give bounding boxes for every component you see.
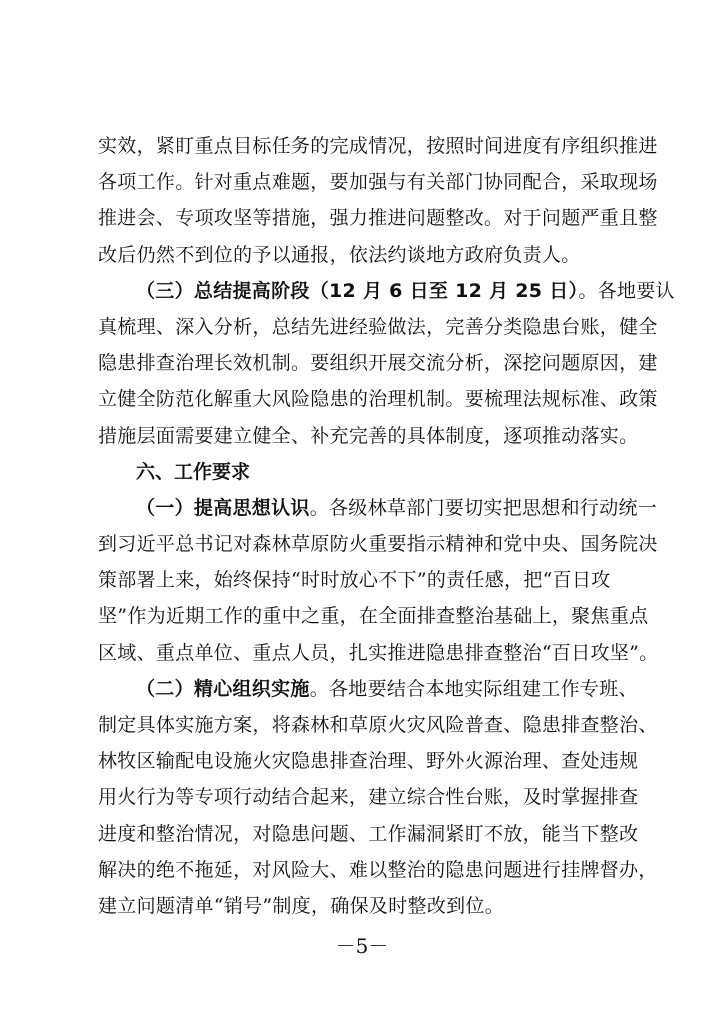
text-line: 建立问题清单“销号”制度，确保及时整改到位。 bbox=[98, 894, 505, 917]
text-line: 用火行为等专项行动结合起来，建立综合性台账，及时掌握排查 bbox=[98, 786, 639, 809]
text-line: 措施层面需要建立健全、补充完善的具体制度，逐项推动落实。 bbox=[98, 424, 639, 447]
page-number: －5－ bbox=[335, 934, 389, 958]
text-line: 改后仍然不到位的予以通报，依法约谈地方政府负责人。 bbox=[98, 243, 581, 266]
paragraph-first-line bbox=[98, 671, 638, 707]
text-run: 。各地要认 bbox=[578, 279, 675, 302]
text-line: 隐患排查治理长效机制。要组织开展交流分析，深挖问题原因，建 bbox=[98, 352, 658, 375]
text-line: 解决的绝不拖延，对风险大、难以整治的隐患问题进行挂牌督办， bbox=[98, 858, 658, 881]
paragraph-first-line bbox=[98, 273, 675, 309]
text-line: 实效，紧盯重点目标任务的完成情况，按照时间进度有序组织推进 bbox=[98, 135, 658, 157]
subsection-heading: （二）精心组织实施 bbox=[136, 677, 310, 700]
text-line: 进度和整治情况，对隐患问题、工作漏洞紧盯不放，能当下整改 bbox=[98, 822, 639, 845]
subsection-heading: （一）提高思想认识 bbox=[136, 496, 310, 519]
section-heading: 六、工作要求 bbox=[136, 460, 251, 483]
text-line: 林牧区输配电设施火灾隐患排查治理、野外火源治理、查处违规 bbox=[98, 750, 639, 773]
text-line: 推进会、专项攻坚等措施，强力推进问题整改。对于问题严重且整 bbox=[98, 207, 658, 230]
text-line: 到习近平总书记对森林草原防火重要指示精神和党中央、国务院决 bbox=[98, 533, 658, 556]
text-run: 。各地要结合本地实际组建工作专班、 bbox=[309, 677, 638, 700]
document-body bbox=[98, 128, 675, 924]
text-run: 。各级林草部门要切实把思想和行动统一 bbox=[309, 496, 658, 519]
paragraph-first-line bbox=[98, 490, 658, 526]
text-line: 立健全防范化解重大风险隐患的治理机制。要梳理法规标准、政策 bbox=[98, 388, 658, 411]
text-line: 真梳理、深入分析，总结先进经验做法，完善分类隐患台账，健全 bbox=[98, 315, 658, 338]
text-line: 区域、重点单位、重点人员，扎实推进隐患排查整治“百日攻坚”。 bbox=[98, 641, 659, 664]
text-line: 策部署上来，始终保持“时时放心不下”的责任感，把“百日攻 bbox=[98, 569, 611, 592]
subsection-heading: （三）总结提高阶段（12 月 6 日至 12 月 25 日） bbox=[136, 279, 579, 302]
text-line: 坚”作为近期工作的重中之重，在全面排查整治基础上，聚焦重点 bbox=[98, 605, 649, 628]
text-line: 各项工作。针对重点难题，要加强与有关部门协同配合，采取现场 bbox=[98, 171, 658, 194]
text-line: 制定具体实施方案，将森林和草原火灾风险普查、隐患排查整治、 bbox=[98, 714, 658, 736]
